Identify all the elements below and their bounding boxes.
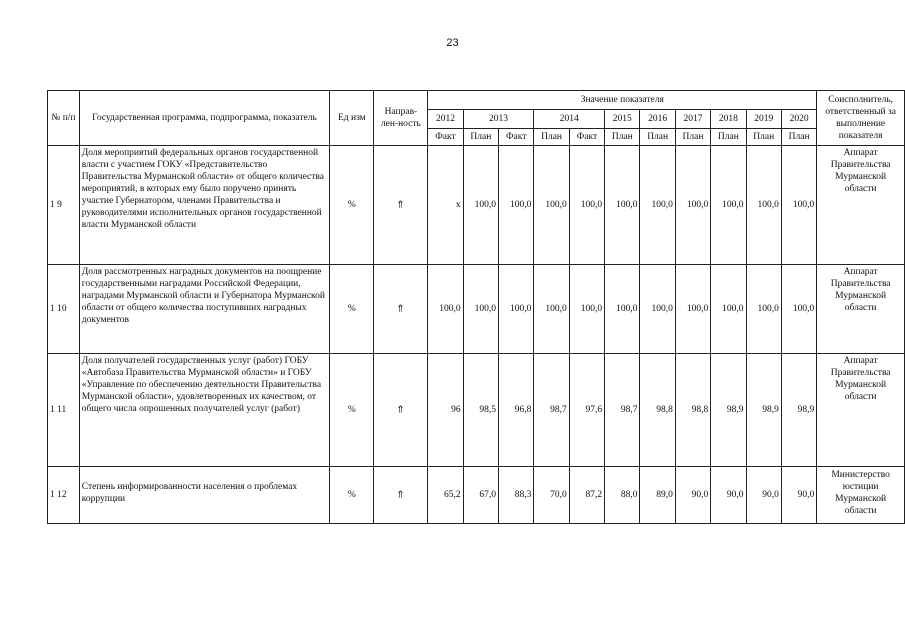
value-cell: x (428, 146, 463, 265)
header-executor: Соисполнитель, ответственный за выполнение показателя (817, 91, 905, 146)
table-row (48, 354, 905, 467)
value-cell: 96 (428, 354, 463, 467)
row-num: 1 11 (48, 354, 80, 467)
header-num: № п/п (48, 91, 80, 146)
header-sub: План (534, 129, 569, 146)
direction-cell (374, 354, 428, 467)
header-sub: План (781, 129, 816, 146)
value-cell: 100,0 (675, 265, 710, 354)
value-cell: 100,0 (675, 146, 710, 265)
value-cell: 90,0 (675, 467, 710, 524)
header-sub: План (463, 129, 498, 146)
value-cell: 98,5 (463, 354, 498, 467)
unit-cell: % (330, 265, 374, 354)
value-cell: 97,6 (569, 354, 604, 467)
value-cell: 100,0 (463, 146, 498, 265)
value-cell: 100,0 (640, 146, 675, 265)
direction-cell (374, 265, 428, 354)
arrow-up-right-icon: ⇗ (393, 197, 408, 212)
header-year: 2018 (711, 110, 746, 129)
direction-cell (374, 467, 428, 524)
row-num: 1 9 (48, 146, 80, 265)
unit-cell: % (330, 467, 374, 524)
value-cell: 100,0 (569, 265, 604, 354)
value-cell: 98,8 (675, 354, 710, 467)
indicator-name: Доля мероприятий федеральных органов государственной власти с участием ГОКУ «Представительство Правительства Мурманской области» от общего количества мероприятий, в которых ему было поручено принять участие Губернатором, членами Правительства и руководителями исполнительных органов государственной власти Мурманской области (79, 146, 329, 265)
value-cell: 98,7 (534, 354, 569, 467)
executor-cell: Министерство юстиции Мурманской области (817, 467, 905, 524)
header-year: 2020 (781, 110, 816, 129)
value-cell: 87,2 (569, 467, 604, 524)
value-cell: 98,7 (605, 354, 640, 467)
unit-cell: % (330, 354, 374, 467)
row-num: 1 12 (48, 467, 80, 524)
executor-cell: Аппарат Правительства Мурманской области (817, 265, 905, 354)
table-row (48, 146, 905, 265)
value-cell: 70,0 (534, 467, 569, 524)
header-sub: План (711, 129, 746, 146)
header-year: 2014 (534, 110, 605, 129)
value-cell: 100,0 (534, 146, 569, 265)
value-cell: 90,0 (781, 467, 816, 524)
executor-cell: Аппарат Правительства Мурманской области (817, 354, 905, 467)
value-cell: 100,0 (640, 265, 675, 354)
value-cell: 65,2 (428, 467, 463, 524)
table-row (48, 467, 905, 524)
header-sub: Факт (499, 129, 534, 146)
header-year: 2015 (605, 110, 640, 129)
executor-cell: Аппарат Правительства Мурманской области (817, 146, 905, 265)
arrow-up-right-icon: ⇗ (393, 487, 408, 502)
value-cell: 90,0 (746, 467, 781, 524)
table-row (48, 265, 905, 354)
header-sub: План (605, 129, 640, 146)
indicators-table (47, 90, 905, 524)
indicator-name: Доля рассмотренных наградных документов на поощрение государственными наградами Российской Федерации, наградами Мурманской области и Губернатора Мурманской области от общего количества поступивших наградных документов (79, 265, 329, 354)
value-cell: 100,0 (499, 265, 534, 354)
header-unit: Ед изм (330, 91, 374, 146)
value-cell: 100,0 (463, 265, 498, 354)
value-cell: 100,0 (534, 265, 569, 354)
value-cell: 100,0 (746, 265, 781, 354)
value-cell: 100,0 (605, 146, 640, 265)
value-cell: 100,0 (569, 146, 604, 265)
header-sub: Факт (428, 129, 463, 146)
value-cell: 96,8 (499, 354, 534, 467)
value-cell: 88,0 (605, 467, 640, 524)
header-sub: Факт (569, 129, 604, 146)
header-year: 2012 (428, 110, 463, 129)
header-sub: План (746, 129, 781, 146)
direction-cell (374, 146, 428, 265)
value-cell: 100,0 (711, 265, 746, 354)
value-cell: 98,9 (781, 354, 816, 467)
value-cell: 98,9 (746, 354, 781, 467)
value-cell: 98,8 (640, 354, 675, 467)
value-cell: 100,0 (781, 265, 816, 354)
value-cell: 90,0 (711, 467, 746, 524)
row-num: 1 10 (48, 265, 80, 354)
header-direction: Направ-лен-ность (374, 91, 428, 146)
header-sub: План (675, 129, 710, 146)
header-year: 2016 (640, 110, 675, 129)
unit-cell: % (330, 146, 374, 265)
value-cell: 100,0 (605, 265, 640, 354)
value-cell: 100,0 (746, 146, 781, 265)
value-cell: 100,0 (711, 146, 746, 265)
value-cell: 100,0 (499, 146, 534, 265)
header-year: 2013 (463, 110, 534, 129)
value-cell: 67,0 (463, 467, 498, 524)
value-cell: 100,0 (428, 265, 463, 354)
page-number: 23 (446, 37, 459, 49)
value-cell: 98,9 (711, 354, 746, 467)
header-program: Государственная программа, подпрограмма, показатель (79, 91, 329, 146)
header-value-group: Значение показателя (428, 91, 817, 110)
value-cell: 88,3 (499, 467, 534, 524)
indicator-name: Степень информированности населения о проблемах коррупции (79, 467, 329, 524)
header-year: 2017 (675, 110, 710, 129)
arrow-up-right-icon: ⇗ (393, 402, 408, 417)
header-sub: План (640, 129, 675, 146)
value-cell: 100,0 (781, 146, 816, 265)
header-year: 2019 (746, 110, 781, 129)
indicator-name: Доля получателей государственных услуг (работ) ГОБУ «Автобаза Правительства Мурманской области» и ГОБУ «Управление по обеспечению деятельности Правительства Мурманской области», удовлетворенных их качеством, от общего числа опрошенных получателей услуг (работ) (79, 354, 329, 467)
value-cell: 89,0 (640, 467, 675, 524)
arrow-up-right-icon: ⇗ (393, 301, 408, 316)
